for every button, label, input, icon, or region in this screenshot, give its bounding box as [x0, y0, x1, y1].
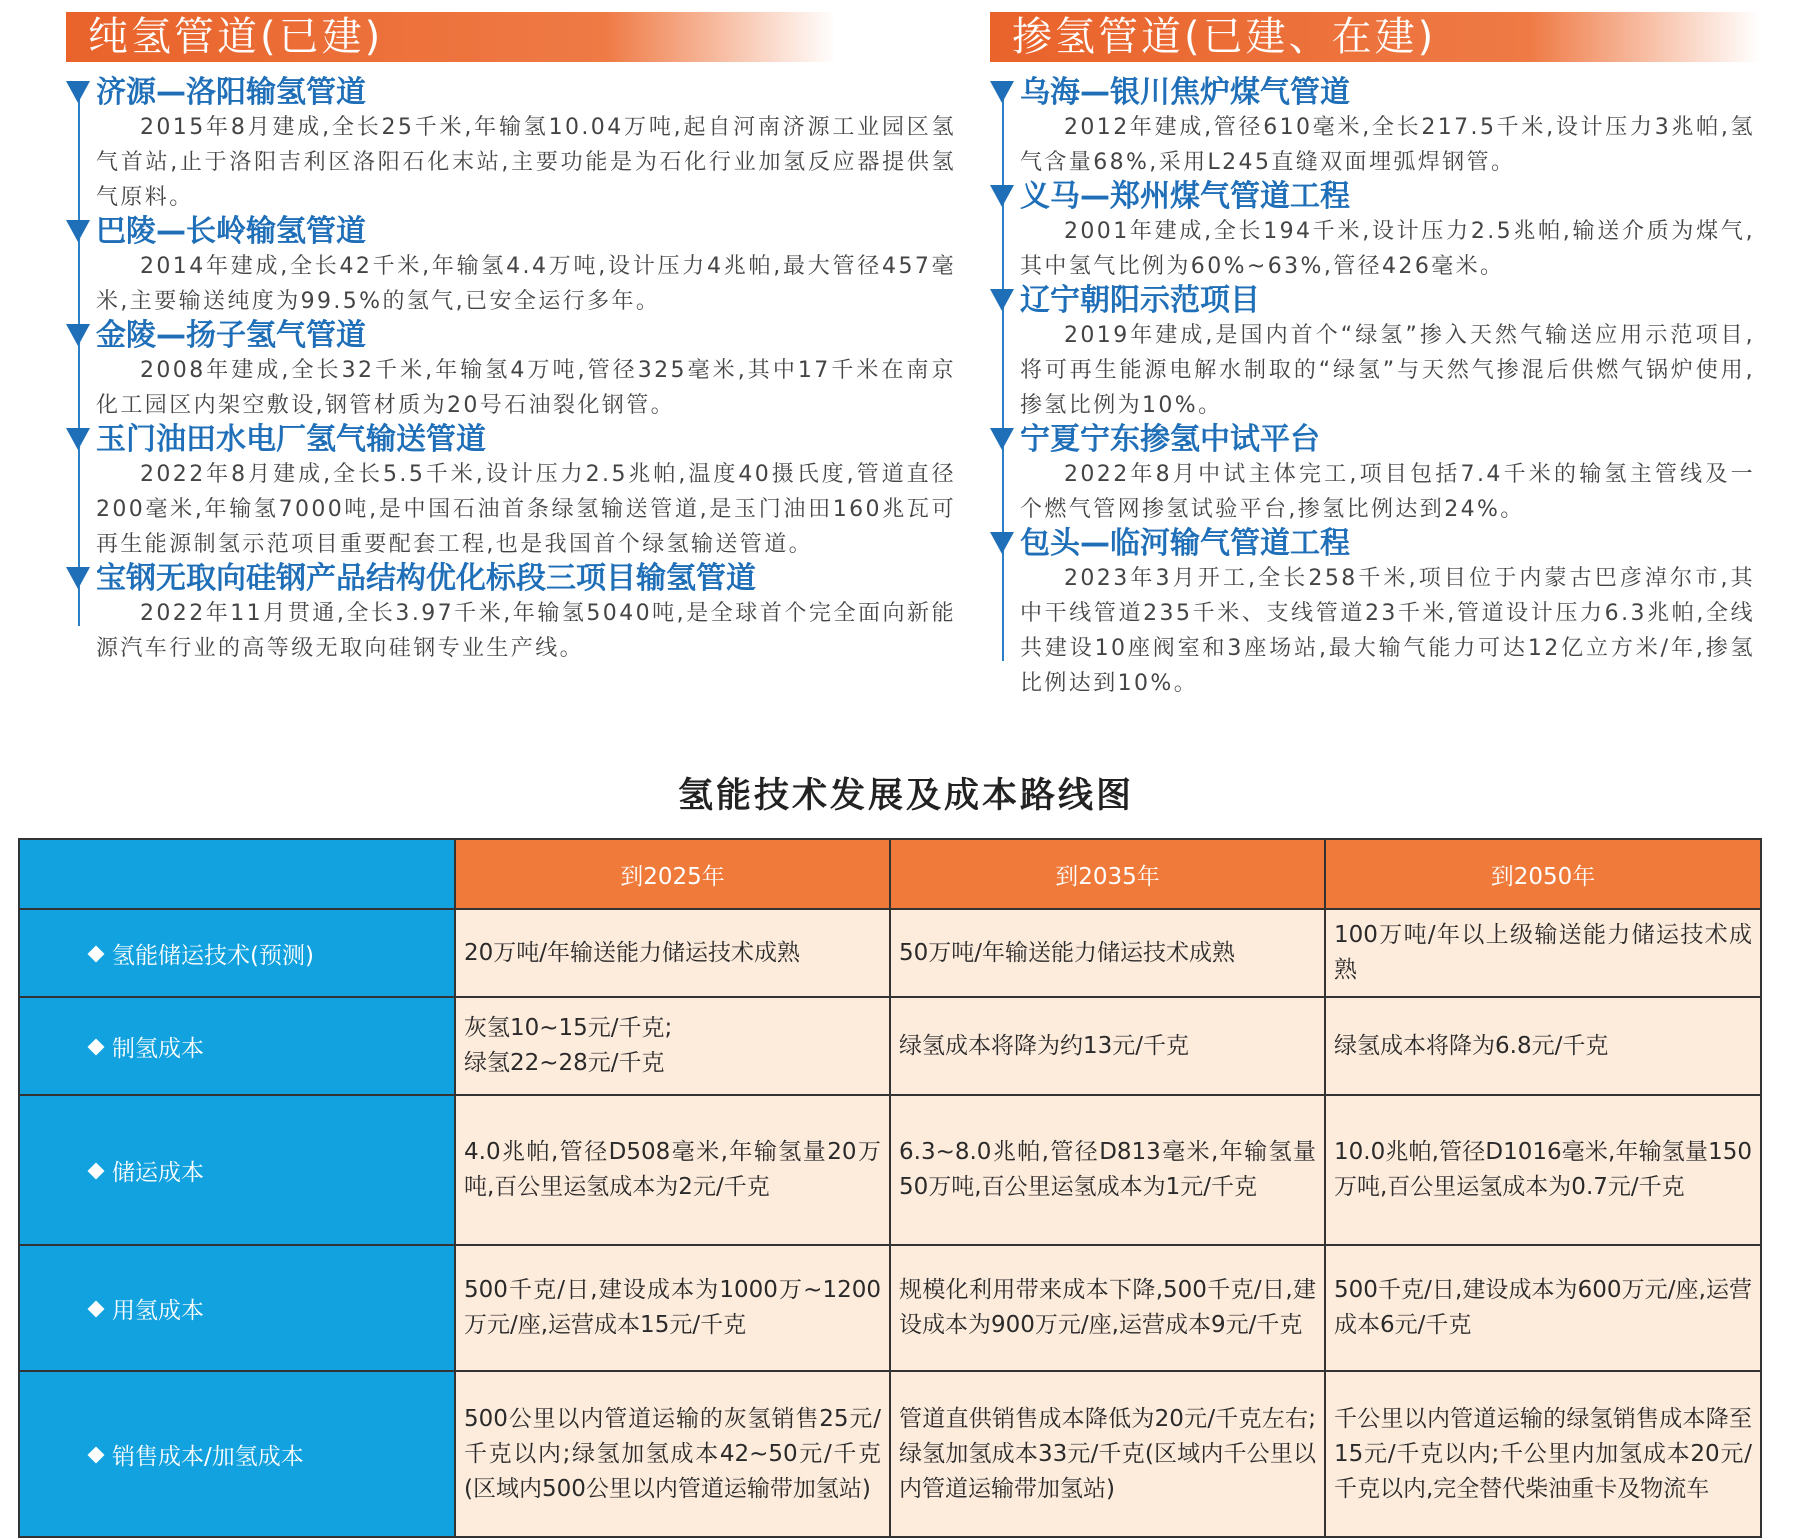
- pipeline-title: 包头—临河输气管道工程: [1020, 526, 1350, 561]
- pipeline-description: 2008年建成,全长32千米,年输氢4万吨,管径325毫米,其中17千米在南京化工园区内架空敷设,钢管材质为20号石油裂化钢管。: [96, 358, 956, 418]
- triangle-marker-icon: [990, 428, 1014, 450]
- triangle-marker-icon: [990, 289, 1014, 311]
- row-header: [19, 1245, 455, 1371]
- row-header-label: 储运成本: [112, 1159, 204, 1186]
- pipeline-title: 义马—郑州煤气管道工程: [1020, 179, 1350, 214]
- list-item: [1020, 283, 1755, 423]
- pipeline-description: 2019年建成,是国内首个“绿氢”掺入天然气输送应用示范项目,将可再生能源电解水制取的“绿氢”与天然气掺混后供燃气锅炉使用,掺氢比例为10%。: [1020, 323, 1755, 418]
- pipeline-title: 巴陵—长岭输氢管道: [96, 214, 366, 249]
- table-cell: 100万吨/年以上级输送能力储运技术成熟: [1325, 909, 1761, 997]
- table-cell: 20万吨/年输送能力储运技术成熟: [455, 909, 890, 997]
- list-item: [96, 215, 956, 319]
- diamond-bullet-icon: [88, 946, 105, 963]
- pipeline-title: 玉门油田水电厂氢气输送管道: [96, 422, 486, 457]
- table-corner: [19, 839, 455, 909]
- pure-hydrogen-banner: 纯氢管道(已建): [66, 12, 836, 62]
- table-cell: 绿氢成本将降为约13元/千克: [890, 997, 1325, 1095]
- row-header-label: 用氢成本: [112, 1297, 204, 1324]
- triangle-marker-icon: [990, 185, 1014, 207]
- list-item: [96, 562, 956, 666]
- column-header: 到2050年: [1325, 839, 1761, 909]
- table-row: [19, 1371, 1761, 1537]
- list-item: [96, 319, 956, 423]
- table-cell: 绿氢成本将降为6.8元/千克: [1325, 997, 1761, 1095]
- triangle-marker-icon: [66, 220, 90, 242]
- pipeline-title: 济源—洛阳输氢管道: [96, 75, 366, 110]
- row-header: [19, 997, 455, 1095]
- table-cell: 规模化利用带来成本下降,500千克/日,建设成本为900万元/座,运营成本9元/千克: [890, 1245, 1325, 1371]
- table-row: [19, 997, 1761, 1095]
- column-header: 到2035年: [890, 839, 1325, 909]
- roadmap-title: 氢能技术发展及成本路线图: [677, 775, 1134, 816]
- table-cell: 4.0兆帕,管径D508毫米,年输氢量20万吨,百公里运氢成本为2元/千克: [455, 1095, 890, 1245]
- list-item: [1020, 422, 1755, 527]
- diamond-bullet-icon: [88, 1039, 105, 1056]
- pipeline-description: 2012年建成,管径610毫米,全长217.5千米,设计压力3兆帕,氢气含量68%,采用L245直缝双面埋弧焊钢管。: [1020, 115, 1755, 175]
- diamond-bullet-icon: [88, 1301, 105, 1318]
- roadmap-table: [18, 838, 1762, 1538]
- triangle-marker-icon: [66, 324, 90, 346]
- list-item: [1020, 526, 1755, 701]
- table-cell: 灰氢10~15元/千克; 绿氢22~28元/千克: [455, 997, 890, 1095]
- row-header: [19, 1371, 455, 1537]
- pipeline-description: 2022年11月贯通,全长3.97千米,年输氢5040吨,是全球首个完全面向新能源汽车行业的高等级无取向硅钢专业生产线。: [96, 601, 956, 661]
- table-header-row: [19, 839, 1761, 909]
- pipeline-title: 辽宁朝阳示范项目: [1020, 283, 1260, 318]
- table-cell: 10.0兆帕,管径D1016毫米,年输氢量150万吨,百公里运氢成本为0.7元/千克: [1325, 1095, 1761, 1245]
- row-header: [19, 909, 455, 997]
- pipeline-description: 2022年8月中试主体完工,项目包括7.4千米的输氢主管线及一个燃气管网掺氢试验平台,掺氢比例达到24%。: [1020, 462, 1755, 522]
- diamond-bullet-icon: [88, 1447, 105, 1464]
- triangle-marker-icon: [66, 81, 90, 103]
- table-cell: 500千克/日,建设成本为1000万~1200万元/座,运营成本15元/千克: [455, 1245, 890, 1371]
- list-item: [96, 423, 956, 562]
- table-row: [19, 1245, 1761, 1371]
- triangle-marker-icon: [990, 532, 1014, 554]
- row-header-label: 氢能储运技术(预测): [112, 942, 314, 969]
- diamond-bullet-icon: [88, 1163, 105, 1180]
- pipeline-description: 2023年3月开工,全长258千米,项目位于内蒙古巴彦淖尔市,其中干线管道235千米、支线管道23千米,管道设计压力6.3兆帕,全线共建设10座阀室和3座场站,最大输气能力可达12亿立方米/年,掺氢比例达到10%。: [1020, 566, 1755, 696]
- table-row: [19, 1095, 1761, 1245]
- table-cell: 500千克/日,建设成本为600万元/座,运营成本6元/千克: [1325, 1245, 1761, 1371]
- table-cell: 500公里以内管道运输的灰氢销售25元/千克以内;绿氢加氢成本42~50元/千克(区域内500公里以内管道运输带加氢站): [455, 1371, 890, 1537]
- blended-hydrogen-column: [990, 0, 1755, 701]
- list-item: [1020, 75, 1755, 180]
- table-cell: 50万吨/年输送能力储运技术成熟: [890, 909, 1325, 997]
- triangle-marker-icon: [66, 428, 90, 450]
- triangle-marker-icon: [990, 81, 1014, 103]
- pure-hydrogen-column: [66, 0, 956, 666]
- row-header-label: 制氢成本: [112, 1035, 204, 1062]
- pipeline-title: 金陵—扬子氢气管道: [96, 318, 366, 353]
- table-cell: 6.3~8.0兆帕,管径D813毫米,年输氢量50万吨,百公里运氢成本为1元/千克: [890, 1095, 1325, 1245]
- triangle-marker-icon: [66, 567, 90, 589]
- pipeline-description: 2022年8月建成,全长5.5千米,设计压力2.5兆帕,温度40摄氏度,管道直径200毫米,年输氢7000吨,是中国石油首条绿氢输送管道,是玉门油田160兆瓦可再生能源制氢示范项目重要配套工程,也是我国首个绿氢输送管道。: [96, 462, 956, 557]
- table-row: [19, 909, 1761, 997]
- pure-hydrogen-list: [66, 76, 956, 666]
- list-item: [1020, 179, 1755, 284]
- table-cell: 千公里以内管道运输的绿氢销售成本降至15元/千克以内;千公里内加氢成本20元/千克以内,完全替代柴油重卡及物流车: [1325, 1371, 1761, 1537]
- pipeline-title: 宝钢无取向硅钢产品结构优化标段三项目输氢管道: [96, 561, 756, 596]
- column-header: 到2025年: [455, 839, 890, 909]
- blended-hydrogen-banner: 掺氢管道(已建、在建): [990, 12, 1760, 62]
- blended-hydrogen-list: [990, 75, 1755, 701]
- table-cell: 管道直供销售成本降低为20元/千克左右;绿氢加氢成本33元/千克(区域内千公里以内管道运输带加氢站): [890, 1371, 1325, 1537]
- pipeline-description: 2015年8月建成,全长25千米,年输氢10.04万吨,起自河南济源工业园区氢气首站,止于洛阳吉利区洛阳石化末站,主要功能是为石化行业加氢反应器提供氢气原料。: [96, 115, 956, 210]
- pipeline-title: 乌海—银川焦炉煤气管道: [1020, 75, 1350, 110]
- pipeline-description: 2001年建成,全长194千米,设计压力2.5兆帕,输送介质为煤气,其中氢气比例为60%~63%,管径426毫米。: [1020, 219, 1755, 279]
- pipeline-description: 2014年建成,全长42千米,年输氢4.4万吨,设计压力4兆帕,最大管径457毫米,主要输送纯度为99.5%的氢气,已安全运行多年。: [96, 254, 956, 314]
- row-header: [19, 1095, 455, 1245]
- pipeline-title: 宁夏宁东掺氢中试平台: [1020, 422, 1320, 457]
- list-item: [96, 76, 956, 215]
- row-header-label: 销售成本/加氢成本: [112, 1443, 304, 1470]
